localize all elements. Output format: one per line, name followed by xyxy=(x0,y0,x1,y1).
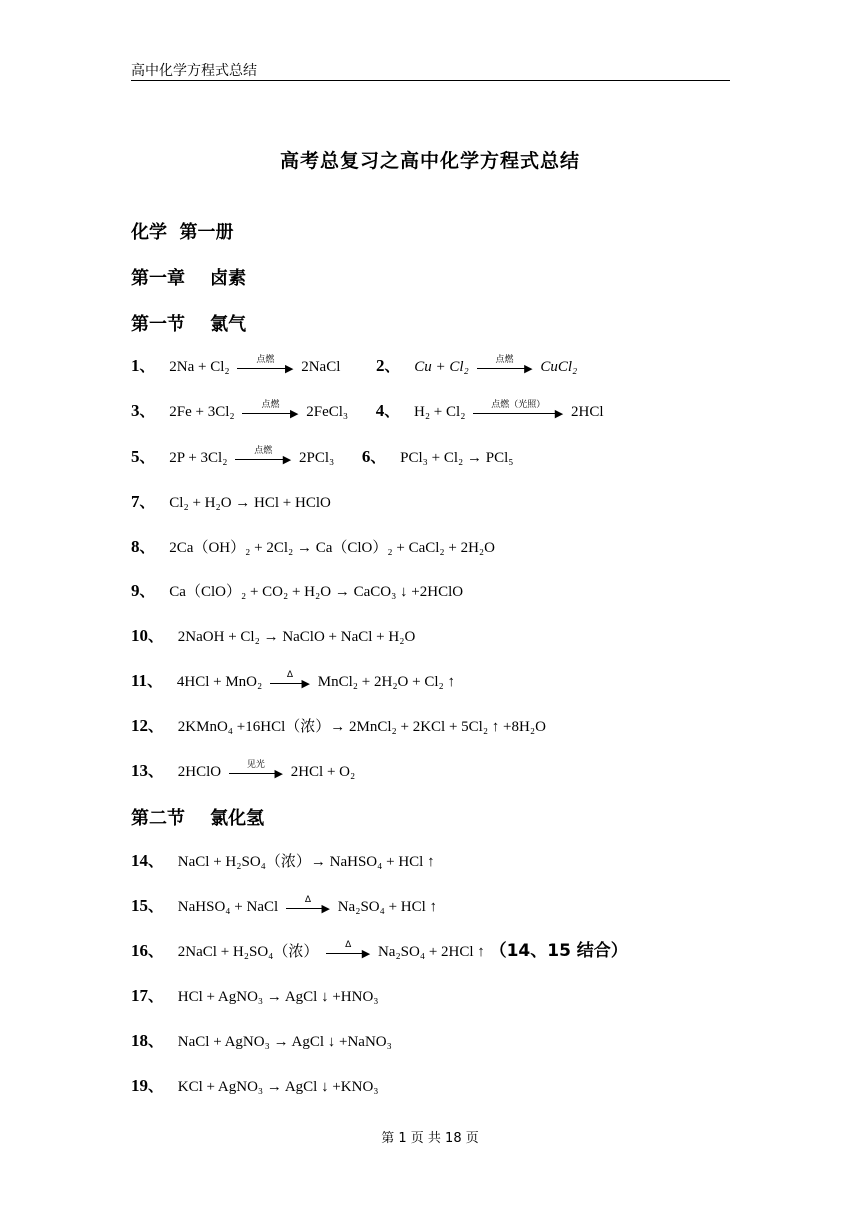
book-heading: 化学 第一册 xyxy=(131,222,234,243)
equation-row-16 xyxy=(131,941,628,962)
section-heading-chlorine: 第一节 氯气 xyxy=(131,314,247,335)
separator: 、 xyxy=(384,357,400,375)
equation-6: PCl₃ + Cl₂ → PCl₅ xyxy=(400,450,514,466)
separator: 、 xyxy=(148,717,164,735)
equation-number: 18 xyxy=(131,1031,148,1050)
equation-11-left: 4HCl + MnO₂ xyxy=(176,674,263,690)
arrow-condition: Δ xyxy=(286,670,294,680)
equation-1-left: 2Na + Cl₂ xyxy=(169,359,230,375)
arrow-condition: Δ xyxy=(345,940,352,950)
reaction-arrow: 见光 ▶ xyxy=(229,762,283,782)
separator: 、 xyxy=(148,942,164,960)
separator: 、 xyxy=(139,448,155,466)
equation-17: HCl + AgNO₃ → AgCl ↓ +HNO₃ xyxy=(177,989,379,1005)
equation-3-right: 2FeCl₃ xyxy=(306,404,349,420)
equation-row-14 xyxy=(131,851,435,872)
reaction-arrow: 点燃 ▶ xyxy=(242,402,298,422)
arrow-condition: Δ xyxy=(304,895,312,905)
separator: 、 xyxy=(148,987,164,1005)
equation-row-12 xyxy=(131,716,546,737)
equation-row-9 xyxy=(131,581,463,602)
equation-number: 3 xyxy=(131,401,140,420)
equation-number: 14 xyxy=(131,851,148,870)
equation-number: 12 xyxy=(131,716,148,735)
separator: 、 xyxy=(384,402,400,420)
equation-number: 19 xyxy=(131,1076,148,1095)
separator: 、 xyxy=(148,1077,164,1095)
equation-row-5-6 xyxy=(131,447,513,468)
equation-8: 2Ca（OH）₂ + 2Cl₂ → Ca（ClO）₂ + CaCl₂ + 2H₂O xyxy=(169,540,495,556)
reaction-arrow: Δ ▶ xyxy=(286,897,330,917)
equation-number: 13 xyxy=(131,761,148,780)
equation-19: KCl + AgNO₃ → AgCl ↓ +KNO₃ xyxy=(177,1079,379,1095)
reaction-arrow: Δ ▶ xyxy=(326,942,370,962)
separator: 、 xyxy=(148,762,164,780)
page-footer: 第 1 页 共 18 页 xyxy=(381,1131,479,1146)
separator: 、 xyxy=(148,1032,164,1050)
equation-4-right: 2HCl xyxy=(571,404,604,420)
equation-16-note: （14、15 结合） xyxy=(489,941,628,961)
equation-row-11 xyxy=(131,671,455,692)
equation-number: 11 xyxy=(131,671,148,690)
equation-5-left: 2P + 3Cl₂ xyxy=(169,450,228,466)
equation-4-left: H₂ + Cl₂ xyxy=(414,404,466,420)
equation-11-right: MnCl₂ + 2H₂O + Cl₂ ↑ xyxy=(317,674,456,690)
separator: 、 xyxy=(148,627,164,645)
equation-16-left: 2NaCl + H₂SO₄（浓） xyxy=(177,944,319,960)
reaction-arrow: 点燃 ▶ xyxy=(237,357,293,377)
equation-row-17 xyxy=(131,986,379,1007)
equation-5-right: 2PCl₃ xyxy=(299,450,335,466)
equation-7: Cl₂ + H₂O → HCl + HClO xyxy=(169,495,331,511)
reaction-arrow: Δ ▶ xyxy=(270,672,310,692)
arrow-condition: 点燃 xyxy=(256,355,275,365)
separator: 、 xyxy=(147,672,163,690)
equation-13-right: 2HCl + O₂ xyxy=(290,764,356,780)
arrow-condition: 点燃（光照） xyxy=(491,400,546,410)
separator: 、 xyxy=(139,582,155,600)
equation-row-1-2 xyxy=(131,356,577,377)
equation-row-3-4 xyxy=(131,401,604,422)
reaction-arrow: 点燃 ▶ xyxy=(235,448,291,468)
equation-18: NaCl + AgNO₃ → AgCl ↓ +NaNO₃ xyxy=(177,1034,392,1050)
page-header: 高中化学方程式总结 xyxy=(131,63,257,79)
equation-row-10 xyxy=(131,626,415,647)
equation-15-left: NaHSO₄ + NaCl xyxy=(177,899,279,915)
section-heading-hcl: 第二节 氯化氢 xyxy=(131,808,265,829)
separator: 、 xyxy=(139,493,155,511)
equation-number: 2 xyxy=(375,356,385,375)
equation-16-right: Na₂SO₄ + 2HCl ↑ xyxy=(377,944,485,960)
separator: 、 xyxy=(139,357,155,375)
equation-2-left: Cu + Cl₂ xyxy=(414,359,469,375)
arrow-condition: 点燃 xyxy=(254,446,273,456)
document-title: 高考总复习之高中化学方程式总结 xyxy=(279,150,580,172)
equation-10: 2NaOH + Cl₂ → NaClO + NaCl + H₂O xyxy=(177,629,416,645)
equation-number: 15 xyxy=(131,896,148,915)
reaction-arrow: 点燃（光照） ▶ xyxy=(473,402,563,422)
separator: 、 xyxy=(370,448,386,466)
equation-9: Ca（ClO）₂ + CO₂ + H₂O → CaCO₃ ↓ +2HClO xyxy=(169,584,464,600)
separator: 、 xyxy=(148,897,164,915)
separator: 、 xyxy=(148,852,164,870)
equation-row-8 xyxy=(131,537,495,558)
equation-12: 2KMnO₄ +16HCl（浓）→ 2MnCl₂ + 2KCl + 5Cl₂ ↑ +8H₂O xyxy=(177,719,546,735)
arrow-condition: 点燃 xyxy=(261,400,280,410)
equation-15-right: Na₂SO₄ + HCl ↑ xyxy=(337,899,438,915)
equation-number: 6 xyxy=(361,447,371,466)
equation-number: 10 xyxy=(131,626,148,645)
equation-number: 1 xyxy=(131,356,140,375)
equation-number: 8 xyxy=(131,537,140,556)
equation-number: 7 xyxy=(131,492,140,511)
equation-row-19 xyxy=(131,1076,379,1097)
equation-row-15 xyxy=(131,896,437,917)
header-rule xyxy=(131,80,730,81)
equation-1-right: 2NaCl xyxy=(301,359,341,375)
chapter-heading: 第一章 卤素 xyxy=(131,268,247,289)
equation-2-right: CuCl₂ xyxy=(540,359,578,375)
equation-13-left: 2HClO xyxy=(177,764,222,780)
equation-number: 5 xyxy=(131,447,140,466)
equation-number: 9 xyxy=(131,581,140,600)
separator: 、 xyxy=(139,538,155,556)
equation-14: NaCl + H₂SO₄（浓）→ NaHSO₄ + HCl ↑ xyxy=(177,854,435,870)
equation-3-left: 2Fe + 3Cl₂ xyxy=(169,404,235,420)
arrow-condition: 点燃 xyxy=(495,355,514,365)
equation-row-13 xyxy=(131,761,355,782)
equation-number: 4 xyxy=(375,401,385,420)
separator: 、 xyxy=(139,402,155,420)
equation-row-7 xyxy=(131,492,331,513)
equation-row-18 xyxy=(131,1031,392,1052)
equation-number: 16 xyxy=(131,941,148,960)
arrow-condition: 见光 xyxy=(246,760,265,770)
equation-number: 17 xyxy=(131,986,148,1005)
reaction-arrow: 点燃 ▶ xyxy=(477,357,533,377)
